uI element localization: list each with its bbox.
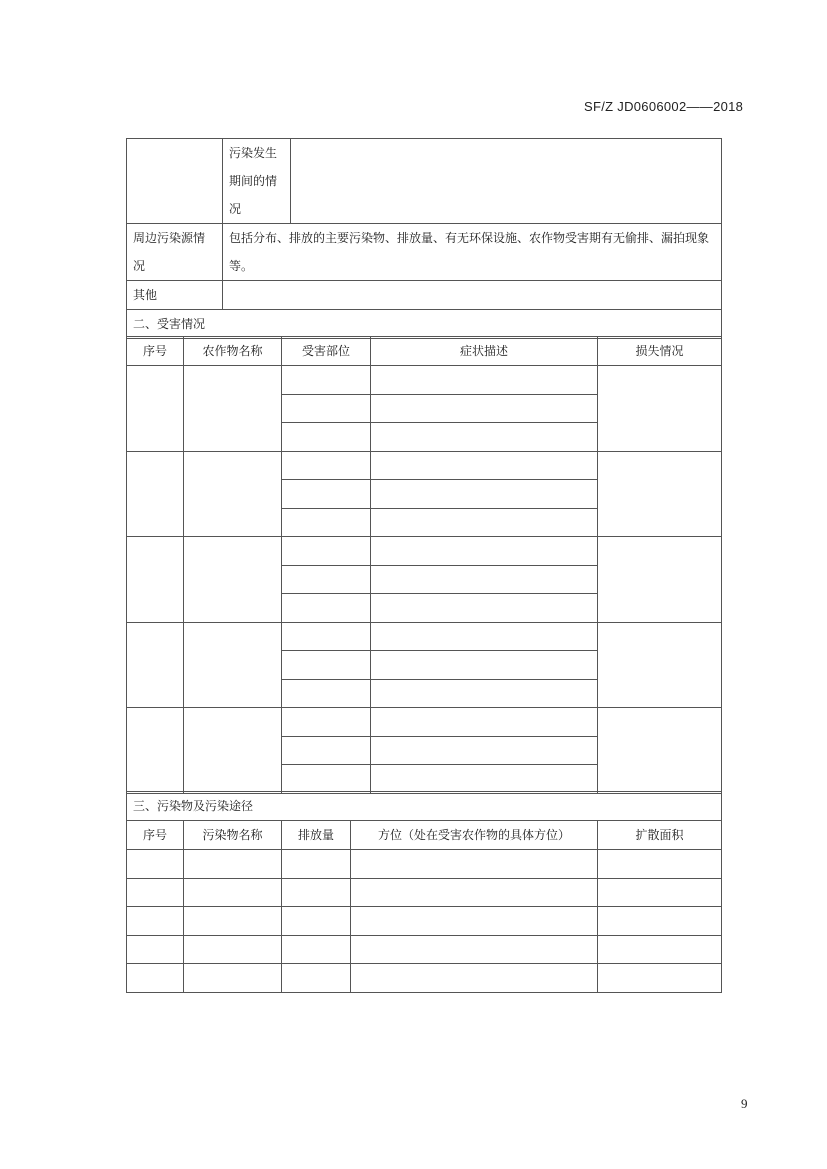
symptom-cell[interactable] — [371, 451, 598, 480]
spread-area-cell[interactable] — [598, 878, 722, 907]
pollution-info-table — [126, 138, 722, 339]
col-header-emission: 排放量 — [282, 821, 351, 850]
pollutant-name-cell[interactable] — [184, 878, 282, 907]
location-cell[interactable] — [351, 935, 598, 964]
spread-area-cell[interactable] — [598, 907, 722, 936]
pollutant-row — [127, 964, 722, 993]
col-header-symptom: 症状描述 — [371, 337, 598, 366]
location-cell[interactable] — [351, 964, 598, 993]
index-cell[interactable] — [127, 964, 184, 993]
index-cell[interactable] — [127, 907, 184, 936]
location-cell[interactable] — [351, 850, 598, 879]
damage-row — [127, 537, 722, 566]
standard-number: SF/Z JD0606002——2018 — [584, 99, 744, 114]
pollution-period-value[interactable] — [291, 139, 722, 224]
col-header-crop-name: 农作物名称 — [184, 337, 282, 366]
emission-cell[interactable] — [282, 964, 351, 993]
col-header-index: 序号 — [127, 821, 184, 850]
crop-name-cell[interactable] — [184, 451, 282, 537]
damaged-part-cell[interactable] — [282, 765, 371, 794]
index-cell[interactable] — [127, 366, 184, 452]
symptom-cell[interactable] — [371, 594, 598, 623]
index-cell[interactable] — [127, 850, 184, 879]
index-cell[interactable] — [127, 451, 184, 537]
blank-cell — [127, 139, 223, 224]
symptom-cell[interactable] — [371, 736, 598, 765]
pollutant-row — [127, 878, 722, 907]
emission-cell[interactable] — [282, 907, 351, 936]
index-cell[interactable] — [127, 537, 184, 623]
damaged-part-cell[interactable] — [282, 451, 371, 480]
crop-name-cell[interactable] — [184, 537, 282, 623]
emission-cell[interactable] — [282, 878, 351, 907]
damaged-part-cell[interactable] — [282, 537, 371, 566]
spread-area-cell[interactable] — [598, 850, 722, 879]
pollutant-section-title: 三、污染物及污染途径 — [127, 792, 722, 821]
pollutant-name-cell[interactable] — [184, 850, 282, 879]
pollutant-row — [127, 907, 722, 936]
damage-row — [127, 622, 722, 651]
pollutant-name-cell[interactable] — [184, 907, 282, 936]
symptom-cell[interactable] — [371, 708, 598, 737]
damaged-part-cell[interactable] — [282, 480, 371, 509]
other-label: 其他 — [127, 281, 223, 310]
emission-cell[interactable] — [282, 935, 351, 964]
damage-section-title: 二、受害情况 — [127, 310, 722, 339]
loss-cell[interactable] — [598, 451, 722, 537]
index-cell[interactable] — [127, 878, 184, 907]
symptom-cell[interactable] — [371, 394, 598, 423]
damaged-part-cell[interactable] — [282, 565, 371, 594]
damage-row — [127, 366, 722, 395]
location-cell[interactable] — [351, 878, 598, 907]
location-cell[interactable] — [351, 907, 598, 936]
symptom-cell[interactable] — [371, 537, 598, 566]
pollutant-table — [126, 791, 722, 993]
col-header-pollutant-name: 污染物名称 — [184, 821, 282, 850]
crop-name-cell[interactable] — [184, 622, 282, 708]
loss-cell[interactable] — [598, 622, 722, 708]
surrounding-sources-value[interactable]: 包括分布、排放的主要污染物、排放量、有无环保设施、农作物受害期有无偷排、漏拍现象等。 — [223, 224, 722, 281]
col-header-spread-area: 扩散面积 — [598, 821, 722, 850]
damaged-part-cell[interactable] — [282, 679, 371, 708]
symptom-cell[interactable] — [371, 622, 598, 651]
col-header-damaged-part: 受害部位 — [282, 337, 371, 366]
symptom-cell[interactable] — [371, 423, 598, 452]
pollutant-header-row — [127, 821, 722, 850]
emission-cell[interactable] — [282, 850, 351, 879]
damaged-part-cell[interactable] — [282, 708, 371, 737]
col-header-loss: 损失情况 — [598, 337, 722, 366]
symptom-cell[interactable] — [371, 480, 598, 509]
index-cell[interactable] — [127, 935, 184, 964]
pollution-period-label: 污染发生期间的情况 — [223, 139, 291, 224]
index-cell[interactable] — [127, 708, 184, 794]
pollutant-row — [127, 935, 722, 964]
index-cell[interactable] — [127, 622, 184, 708]
damaged-part-cell[interactable] — [282, 508, 371, 537]
damaged-part-cell[interactable] — [282, 594, 371, 623]
symptom-cell[interactable] — [371, 508, 598, 537]
symptom-cell[interactable] — [371, 679, 598, 708]
symptom-cell[interactable] — [371, 651, 598, 680]
loss-cell[interactable] — [598, 708, 722, 794]
spread-area-cell[interactable] — [598, 964, 722, 993]
other-value[interactable] — [223, 281, 722, 310]
damage-header-row — [127, 337, 722, 366]
pollutant-name-cell[interactable] — [184, 964, 282, 993]
damage-row — [127, 451, 722, 480]
col-header-location: 方位（处在受害农作物的具体方位） — [351, 821, 598, 850]
surrounding-sources-label: 周边污染源情况 — [127, 224, 223, 281]
damaged-part-cell[interactable] — [282, 366, 371, 395]
damage-row — [127, 708, 722, 737]
loss-cell[interactable] — [598, 366, 722, 452]
pollutant-row — [127, 850, 722, 879]
damaged-part-cell[interactable] — [282, 423, 371, 452]
crop-name-cell[interactable] — [184, 708, 282, 794]
damaged-part-cell[interactable] — [282, 651, 371, 680]
damage-table — [126, 336, 722, 794]
loss-cell[interactable] — [598, 537, 722, 623]
symptom-cell[interactable] — [371, 366, 598, 395]
page-number: 9 — [741, 1096, 748, 1111]
symptom-cell[interactable] — [371, 565, 598, 594]
symptom-cell[interactable] — [371, 765, 598, 794]
pollutant-name-cell[interactable] — [184, 935, 282, 964]
damaged-part-cell[interactable] — [282, 622, 371, 651]
damaged-part-cell[interactable] — [282, 394, 371, 423]
spread-area-cell[interactable] — [598, 935, 722, 964]
crop-name-cell[interactable] — [184, 366, 282, 452]
col-header-index: 序号 — [127, 337, 184, 366]
damaged-part-cell[interactable] — [282, 736, 371, 765]
